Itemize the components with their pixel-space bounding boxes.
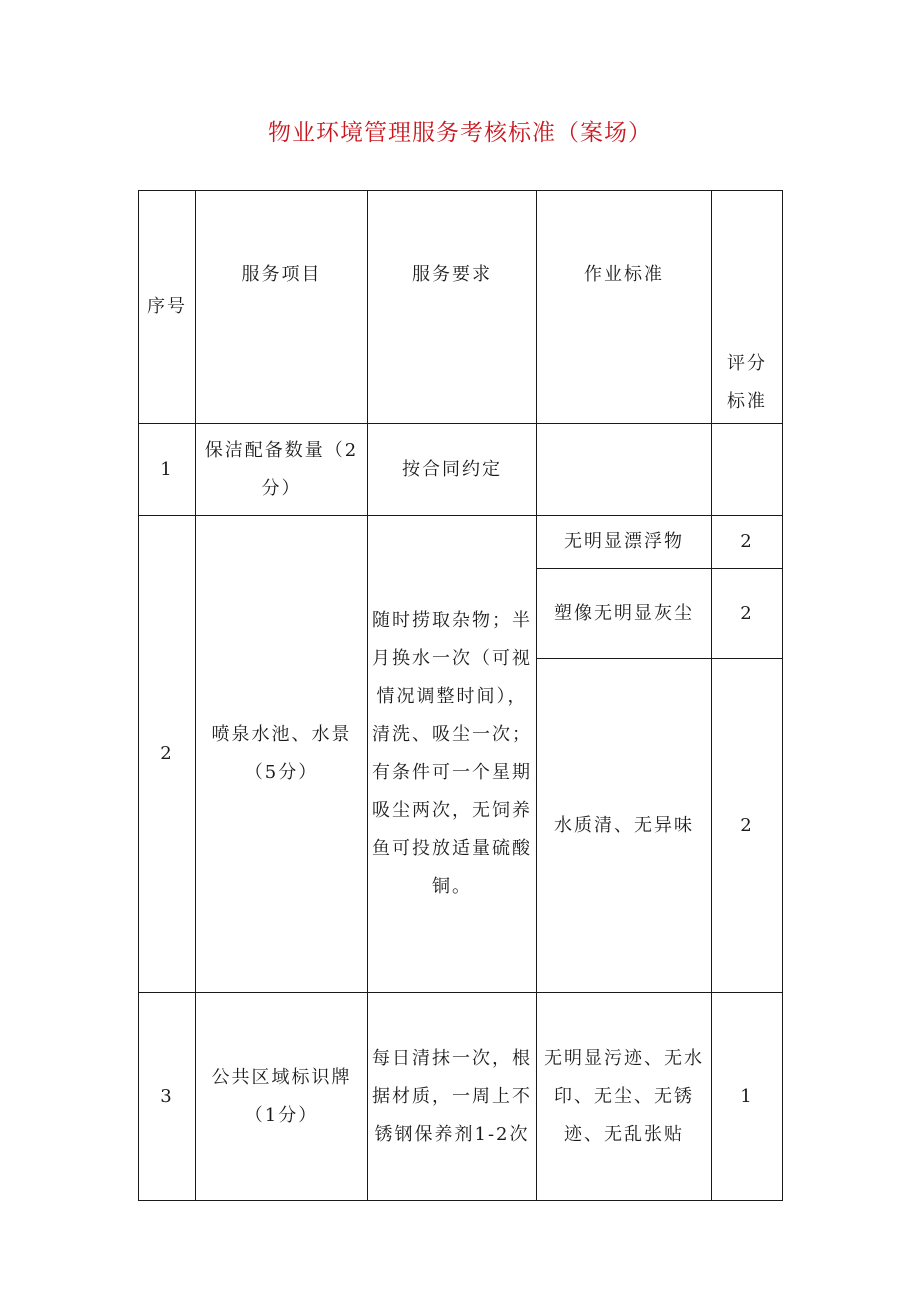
header-seq (139, 191, 196, 424)
header-seq-label: 序号 (147, 296, 187, 317)
row-score: 2 (712, 659, 783, 993)
row-requirement: 随时捞取杂物；半月换水一次（可视情况调整时间），清洗、吸尘一次；有条件可一个星期吸尘两次，无饲养鱼可投放适量硫酸铜。 (368, 516, 537, 993)
header-score (712, 191, 783, 424)
row-seq: 1 (139, 424, 196, 516)
row-item: 公共区域标识牌（1分） (196, 993, 368, 1201)
row-seq: 2 (139, 516, 196, 993)
row-score (712, 424, 783, 516)
row-standard (537, 424, 712, 516)
row-score: 1 (712, 993, 783, 1201)
header-item-label: 服务项目 (241, 264, 322, 285)
header-requirement (368, 191, 537, 424)
header-item (196, 191, 368, 424)
assessment-table (138, 190, 783, 1201)
header-score-label: 评分标准 (727, 353, 767, 412)
header-standard-label: 作业标准 (584, 264, 664, 285)
row-requirement: 按合同约定 (368, 424, 537, 516)
header-requirement-label: 服务要求 (412, 264, 492, 285)
table-row (139, 993, 783, 1201)
table-row (139, 424, 783, 516)
row-requirement: 每日清抹一次，根据材质，一周上不锈钢保养剂1-2次 (368, 993, 537, 1201)
row-standard: 无明显漂浮物 (537, 516, 712, 569)
row-score: 2 (712, 516, 783, 569)
row-seq: 3 (139, 993, 196, 1201)
row-item: 保洁配备数量（2分） (196, 424, 368, 516)
table-row (139, 516, 783, 569)
row-standard: 塑像无明显灰尘 (537, 569, 712, 659)
table-header-row (139, 191, 783, 424)
row-score: 2 (712, 569, 783, 659)
row-item: 喷泉水池、水景（5分） (196, 516, 368, 993)
header-standard (537, 191, 712, 424)
row-standard: 无明显污迹、无水印、无尘、无锈迹、无乱张贴 (537, 993, 712, 1201)
page-title: 物业环境管理服务考核标准（案场） (268, 120, 652, 146)
row-standard: 水质清、无异味 (537, 659, 712, 993)
